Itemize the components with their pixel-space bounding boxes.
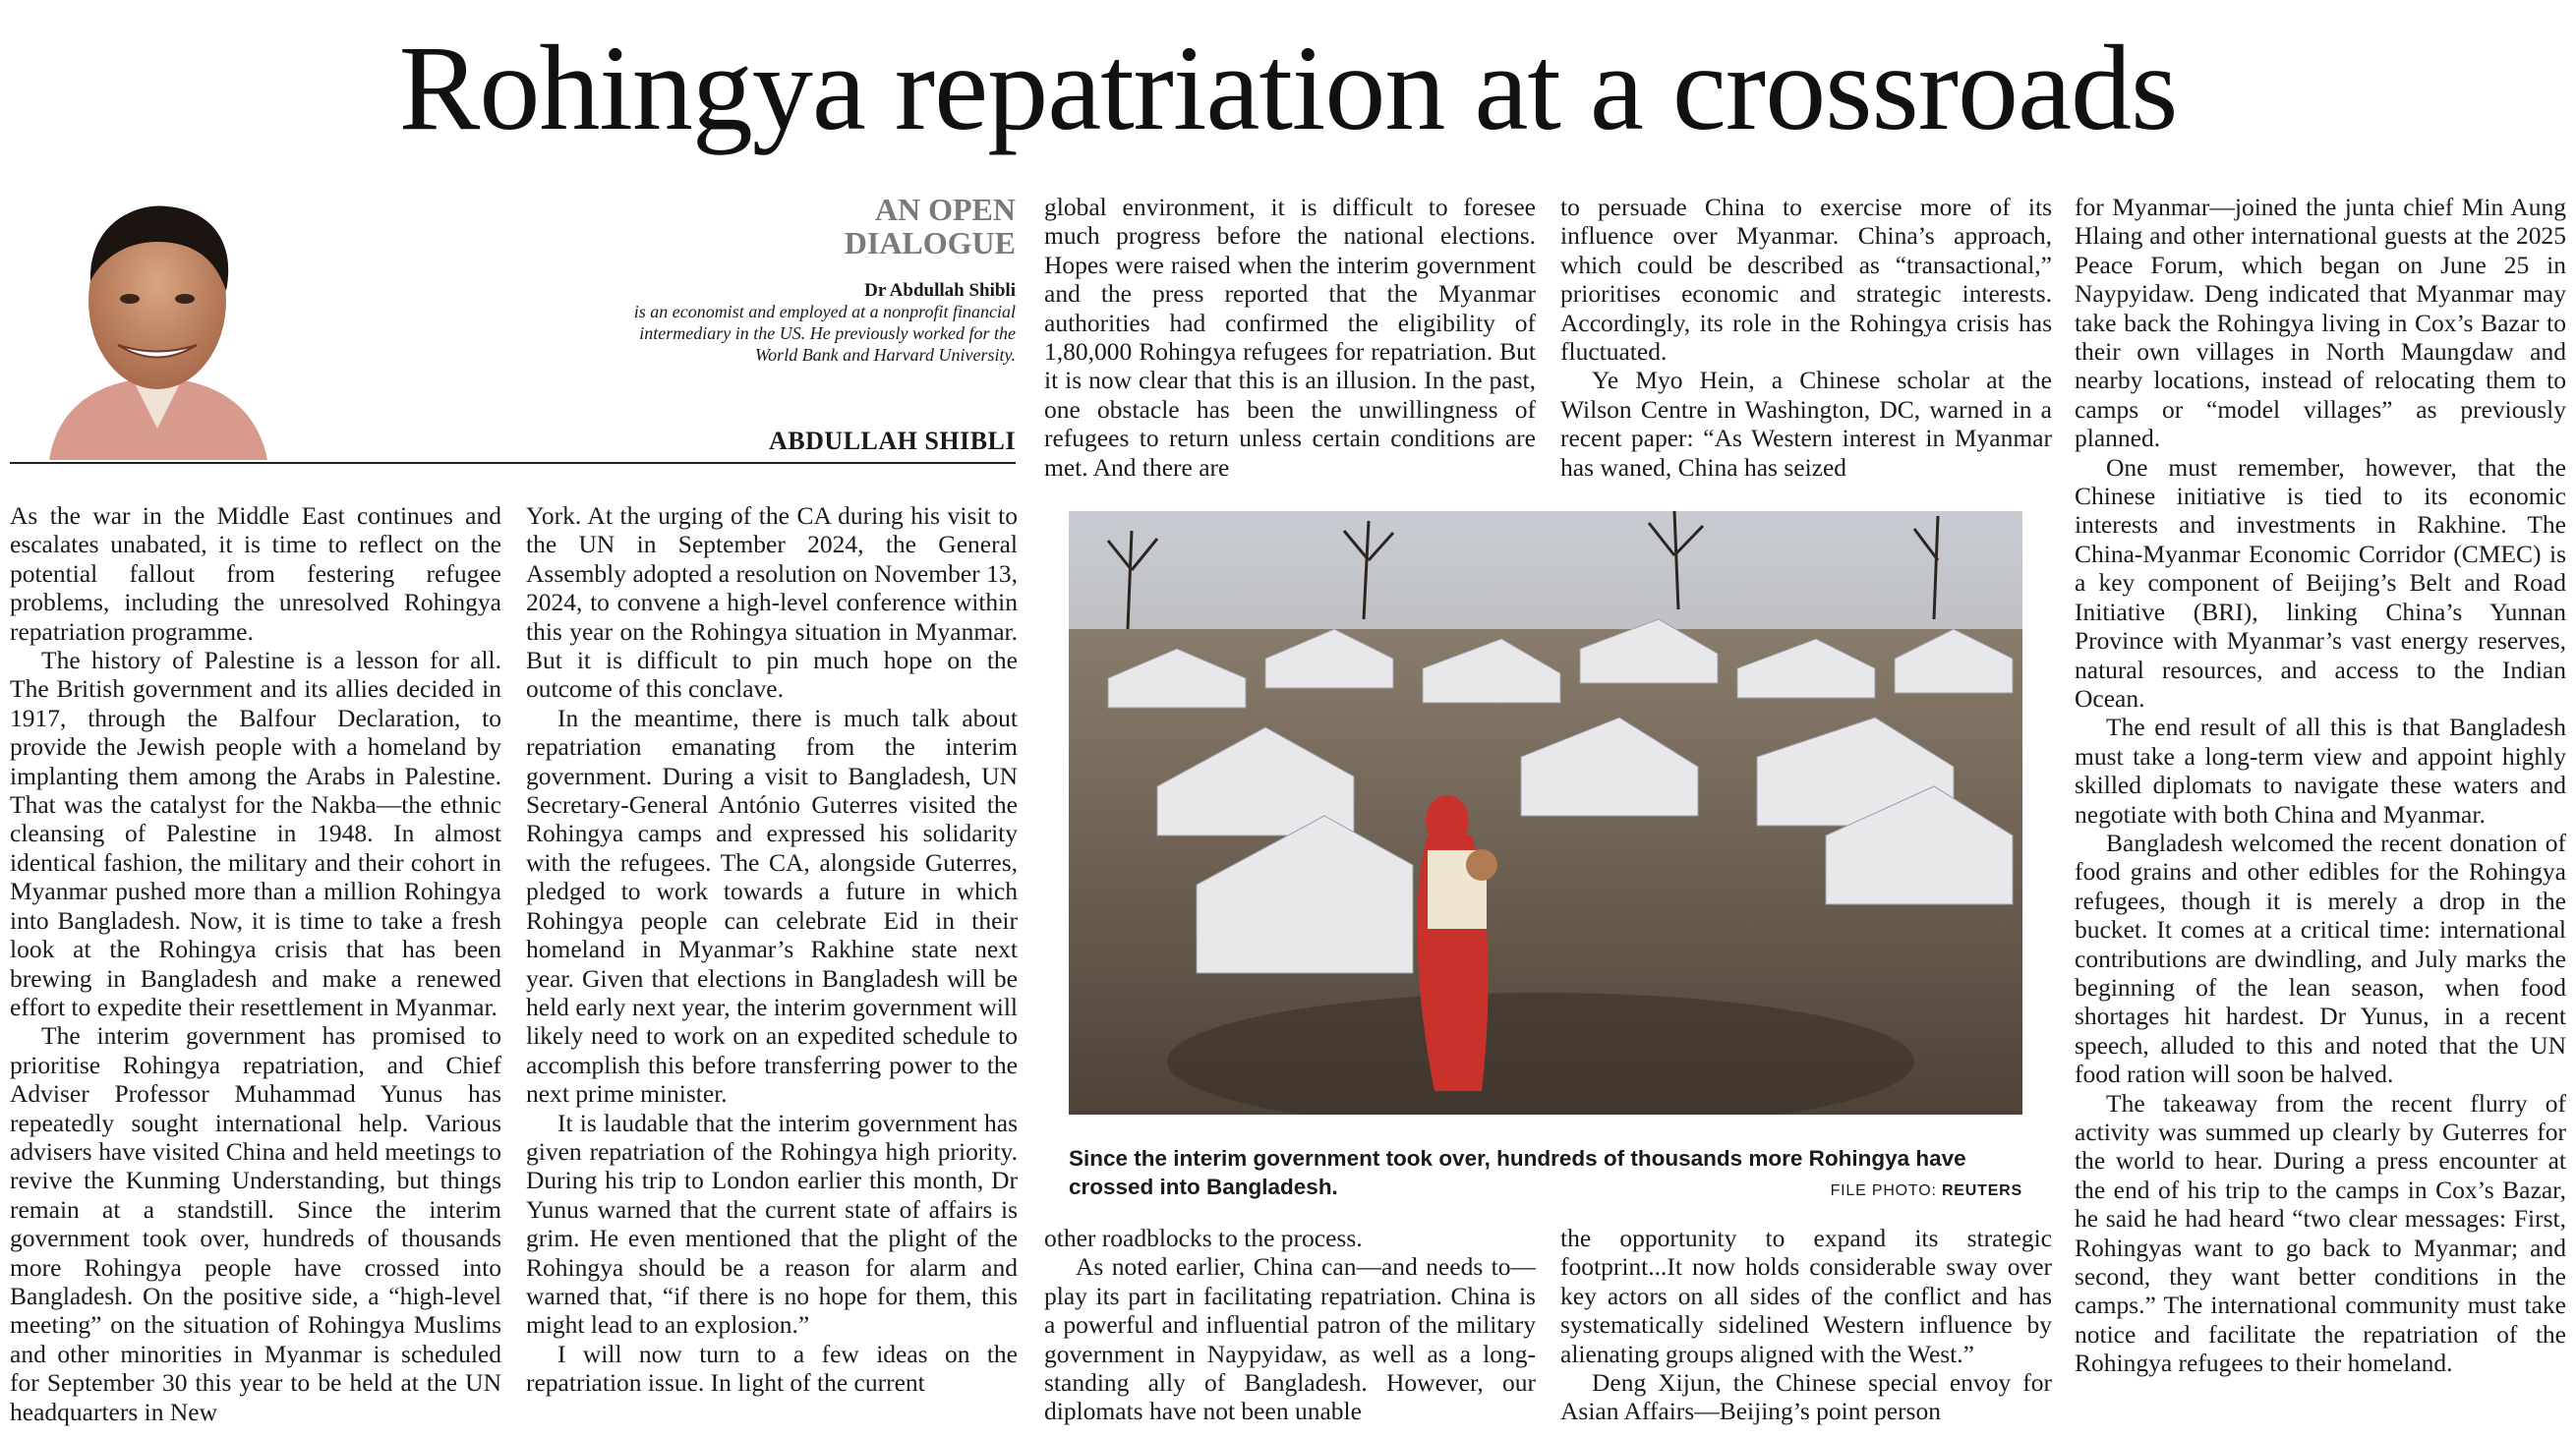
byline: ABDULLAH SHIBLI: [769, 427, 1016, 455]
paragraph: In the meantime, there is much talk about repatriation emanating from the interim government. During a visit to Bangladesh, UN Secretary-General António Guterres visited the Rohingya camps and expressed his solidarity with the refugees. The CA, alongside Guterres, pledged to work towards a future in which Rohingya people can celebrate Eid in their homeland in Myanmar’s Rakhine state next year. Given that elections in Bangladesh will be held early next year, the interim government will likely need to work on an expedited schedule to accomplish this before transferring power to the next prime minister.: [526, 703, 1018, 1109]
author-photo: [39, 183, 275, 460]
column-5: [2075, 193, 2566, 1437]
refugee-camp-photo: [1069, 511, 2022, 1115]
paragraph: It is laudable that the interim government has given repatriation of the Rohingya high priority. During his trip to London earlier this month, Dr Yunus warned that the current state of affairs is grim. He even mentioned that the plight of the Rohingya should be a reason for alarm and warned that, “if there is no hope for them, this might lead to an explosion.”: [526, 1108, 1018, 1340]
column-3-bottom: [1044, 1224, 1536, 1437]
paragraph: Ye Myo Hein, a Chinese scholar at the Wilson Centre in Washington, DC, warned in a recent paper: “As Western interest in Myanmar has waned, China has seized: [1560, 366, 2052, 482]
paragraph: global environment, it is difficult to foresee much progress before the national elections. Hopes were raised when the interim government and the press reported that the Myanmar authorities had confirmed the eligibility of 1,80,000 Rohingya refugees for repatriation. But it is now clear that this is an illusion. In the past, one obstacle has been the unwillingness of refugees to return unless certain conditions are met. And there are: [1044, 193, 1536, 482]
paragraph: the opportunity to expand its strategic footprint...It now holds considerable sway over key actors on all sides of the conflict and has systematically sidelined Western influence by alienating groups aligned with the West.”: [1560, 1224, 2052, 1368]
photo-caption: Since the interim government took over, hundreds of thousands more Rohingya have crossed into Bangladesh.: [1069, 1146, 1966, 1199]
photo-credit: [1671, 1182, 2022, 1200]
column-3-top: [1044, 193, 1536, 488]
paragraph: The interim government has promised to prioritise Rohingya repatriation, and Chief Adviser Professor Muhammad Yunus has repeatedly sought international help. Various advisers have visited China and held meetings to revive the Kunming Understanding, but things remain at a standstill. Since the interim government took over, hundreds of thousands more Rohingya people have crossed into Bangladesh. On the positive side, a “high-level meeting” on the situation of Rohingya Muslims and other minorities in Myanmar is scheduled for September 30 this year to be held at the UN headquarters in New: [10, 1021, 501, 1426]
paragraph: As the war in the Middle East continues and escalates unabated, it is time to reflect on the potential fallout from festering refugee problems, including the unresolved Rohingya repatriation programme.: [10, 501, 501, 646]
author-bio: is an economist and employed at a nonprofit financial intermediary in the US. He previously worked for the World Bank and Harvard University.: [633, 302, 1016, 365]
paragraph: to persuade China to exercise more of its influence over Myanmar. China’s approach, which could be described as “transactional,” prioritises economic and strategic interests. Accordingly, its role in the Rohingya crisis has fluctuated.: [1560, 193, 2052, 367]
column-1: [10, 501, 501, 1435]
paragraph: other roadblocks to the process.: [1044, 1224, 1363, 1252]
header-rule: [10, 462, 1016, 464]
paragraph: for Myanmar—joined the junta chief Min Aung Hlaing and other international guests at the 2025 Peace Forum, which began on June 25 in Naypyidaw. Deng indicated that Myanmar may take back the Rohingya living in Cox’s Bazar to their own villages in North Maungdaw and nearby locations, instead of relocating them to camps or “model villages” as previously planned.: [2075, 193, 2566, 453]
section-label-line-1: AN OPEN: [874, 192, 1016, 227]
paragraph: As noted earlier, China can—and needs to—play its part in facilitating repatriation. China is a powerful and influential patron of the military government in Naypyidaw, as well as a long-standing ally of Bangladesh. However, our diplomats have not been unable: [1044, 1252, 1536, 1426]
paragraph: One must remember, however, that the Chinese initiative is tied to its economic interests and investments in Rakhine. The China-Myanmar Economic Corridor (CMEC) is a key component of Beijing’s Belt and Road Initiative (BRI), linking China’s Yunnan Province with Myanmar’s vast energy reserves, natural resources, and access to the Indian Ocean.: [2075, 452, 2566, 713]
paragraph: The takeaway from the recent flurry of activity was summed up clearly by Guterres for the world to hear. During a press encounter at the end of his trip to the camps in Cox’s Bazar, he said he had heard “two clear messages: First, Rohingyas want to go back to Myanmar; and second, they want better conditions in the camps.” The international community must take notice and facilitate the repatriation of the Rohingya refugees to their homeland.: [2075, 1088, 2566, 1378]
column-4-bottom: [1560, 1224, 2052, 1437]
paragraph: Bangladesh welcomed the recent donation of food grains and other edibles for the Rohingya refugees, though it is merely a drop in the bucket. It comes at a critical time: international contributions are dwindling, and July marks the beginning of the lean season, when food shortages hit hardest. Dr Yunus, in a recent speech, alluded to this and noted that the UN food ration will soon be halved.: [2075, 828, 2566, 1089]
author-name: Dr Abdullah Shibli: [864, 280, 1016, 301]
paragraph: The end result of all this is that Bangladesh must take a long-term view and appoint highly skilled diplomats to navigate these waters and negotiate with both China and Myanmar.: [2075, 713, 2566, 829]
section-label: [747, 193, 1016, 259]
paragraph: Deng Xijun, the Chinese special envoy for Asian Affairs—Beijing’s point person: [1560, 1368, 2052, 1426]
column-4-top: [1560, 193, 2052, 488]
section-label-line-2: DIALOGUE: [844, 225, 1016, 260]
paragraph: York. At the urging of the CA during his visit to the UN in September 2024, the General Assembly adopted a resolution on November 13, 2024, to convene a high-level conference within this year on the Rohingya situation in Myanmar. But it is difficult to pin much hope on the outcome of this conclave.: [526, 501, 1018, 704]
paragraph: I will now turn to a few ideas on the repatriation issue. In light of the current: [526, 1339, 1018, 1398]
paragraph: The history of Palestine is a lesson for all. The British government and its allies decided in 1917, through the Balfour Declaration, to provide the Jewish people with a homeland by implanting them among the Arabs in Palestine. That was the catalyst for the Nakba—the ethnic cleansing of Palestine in 1948. In almost identical fashion, the military and their cohort in Myanmar pushed more than a million Rohingya into Bangladesh. Now, it is time to take a fresh look at the Rohingya crisis that has been brewing in Bangladesh and make a renewed effort to expedite their resettlement in Myanmar.: [10, 646, 501, 1021]
credit-source: REUTERS: [1941, 1182, 2022, 1199]
credit-prefix: FILE PHOTO:: [1830, 1182, 1942, 1199]
column-2: [526, 501, 1018, 1435]
headline: Rohingya repatriation at a crossroads: [398, 21, 2178, 155]
